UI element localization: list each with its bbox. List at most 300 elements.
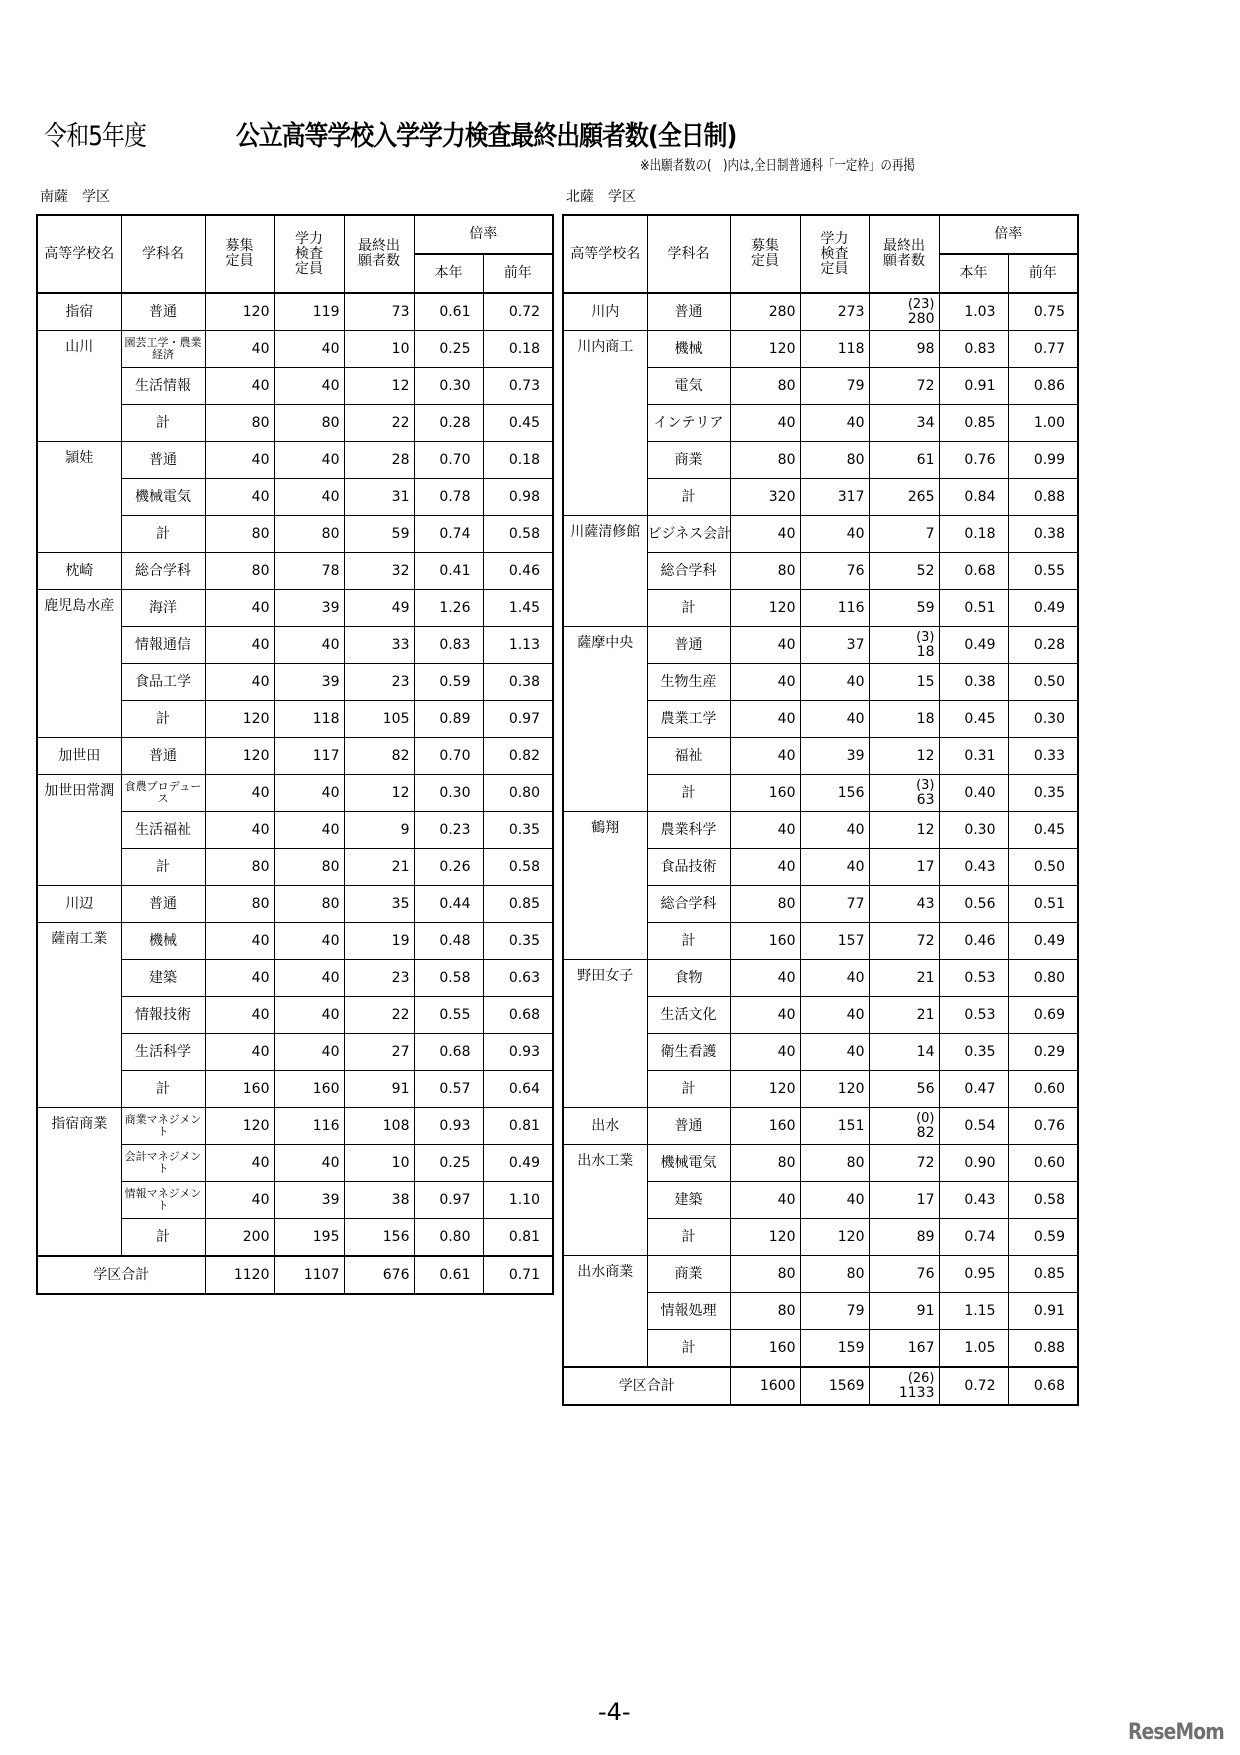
exam-capacity: 80 xyxy=(800,442,869,479)
table-row xyxy=(37,775,553,812)
applicants xyxy=(869,664,939,701)
department-name: 計 xyxy=(647,1071,730,1108)
capacity: 80 xyxy=(730,1293,800,1330)
ratio-this-year: 0.61 xyxy=(414,1256,483,1294)
capacity: 40 xyxy=(205,442,274,479)
col-department: 学科名 xyxy=(121,215,205,293)
capacity: 40 xyxy=(205,1145,274,1182)
department-name: 情報処理 xyxy=(647,1293,730,1330)
ratio-this-year: 0.53 xyxy=(939,960,1008,997)
exam-capacity: 39 xyxy=(800,738,869,775)
applicants-value: 72 xyxy=(916,1154,935,1171)
applicants xyxy=(344,590,414,627)
exam-capacity: 40 xyxy=(800,516,869,553)
ratio-last-year: 0.77 xyxy=(1008,331,1078,368)
school-name: 加世田常潤 xyxy=(37,775,121,886)
exam-capacity: 40 xyxy=(274,1145,344,1182)
exam-capacity: 40 xyxy=(274,923,344,960)
ratio-last-year: 1.13 xyxy=(483,627,553,664)
applicants-value: 52 xyxy=(916,562,935,579)
department-name: 食品技術 xyxy=(647,849,730,886)
exam-capacity: 40 xyxy=(800,1034,869,1071)
ratio-last-year: 0.45 xyxy=(1008,812,1078,849)
col-ratio-this-year: 本年 xyxy=(939,254,1008,293)
ratio-this-year: 0.91 xyxy=(939,368,1008,405)
department-name: 計 xyxy=(647,1330,730,1368)
capacity: 40 xyxy=(205,627,274,664)
applicants xyxy=(344,997,414,1034)
applicants xyxy=(869,1219,939,1256)
school-name: 川辺 xyxy=(37,886,121,923)
department-name: 福祉 xyxy=(647,738,730,775)
applicants-value: 265 xyxy=(907,488,935,505)
parenthesis-note: ※出願者数の( )内は,全日制普通科「一定枠」の再掲 xyxy=(640,158,915,174)
applicants-value: 59 xyxy=(391,525,410,542)
applicants xyxy=(869,1108,939,1145)
capacity: 160 xyxy=(730,1108,800,1145)
ratio-this-year: 0.18 xyxy=(939,516,1008,553)
col-exam-capacity: 学力 検査 定員 xyxy=(274,215,344,293)
capacity: 40 xyxy=(730,1034,800,1071)
capacity: 120 xyxy=(205,738,274,775)
applicants-value: 12 xyxy=(916,747,935,764)
exam-capacity: 76 xyxy=(800,553,869,590)
table-row xyxy=(563,1108,1078,1145)
ratio-last-year: 0.81 xyxy=(483,1108,553,1145)
ratio-this-year: 0.57 xyxy=(414,1071,483,1108)
applicants-value: 21 xyxy=(391,858,410,875)
col-ratio: 倍率 xyxy=(939,215,1078,254)
applicants xyxy=(344,368,414,405)
capacity: 80 xyxy=(205,886,274,923)
ratio-this-year: 0.97 xyxy=(414,1182,483,1219)
applicants xyxy=(869,1256,939,1293)
ratio-this-year: 0.30 xyxy=(939,812,1008,849)
applicants xyxy=(869,960,939,997)
applicants-value: 676 xyxy=(382,1266,410,1283)
ratio-this-year: 0.48 xyxy=(414,923,483,960)
applicants xyxy=(869,1182,939,1219)
exam-capacity: 159 xyxy=(800,1330,869,1368)
ratio-this-year: 0.47 xyxy=(939,1071,1008,1108)
capacity: 120 xyxy=(205,293,274,331)
capacity: 40 xyxy=(205,368,274,405)
ratio-last-year: 0.64 xyxy=(483,1071,553,1108)
ratio-this-year: 0.38 xyxy=(939,664,1008,701)
resemom-logo: ReseMom xyxy=(1128,1720,1224,1745)
department-name: 普通 xyxy=(647,627,730,664)
exam-capacity: 156 xyxy=(800,775,869,812)
ratio-this-year: 0.70 xyxy=(414,442,483,479)
ratio-last-year: 0.75 xyxy=(1008,293,1078,331)
applicants xyxy=(869,775,939,812)
department-name: 建築 xyxy=(647,1182,730,1219)
department-name: 計 xyxy=(121,516,205,553)
ratio-this-year: 0.68 xyxy=(939,553,1008,590)
ratio-this-year: 0.35 xyxy=(939,1034,1008,1071)
school-name: 指宿商業 xyxy=(37,1108,121,1257)
applicants-value: 82 xyxy=(391,747,410,764)
capacity: 40 xyxy=(730,997,800,1034)
department-name: ビジネス会計 xyxy=(647,516,730,553)
exam-capacity: 40 xyxy=(274,368,344,405)
table-row xyxy=(563,627,1078,664)
capacity: 40 xyxy=(205,664,274,701)
applicants-value: 10 xyxy=(391,340,410,357)
ratio-this-year: 0.68 xyxy=(414,1034,483,1071)
department-name: 計 xyxy=(121,405,205,442)
exam-capacity: 116 xyxy=(800,590,869,627)
applicants-value: 63 xyxy=(916,791,935,808)
exam-capacity: 195 xyxy=(274,1219,344,1257)
capacity: 80 xyxy=(730,1145,800,1182)
capacity: 40 xyxy=(205,590,274,627)
applicants-value: 31 xyxy=(391,488,410,505)
table-row xyxy=(37,442,553,479)
applicants xyxy=(344,849,414,886)
ratio-last-year: 0.49 xyxy=(1008,923,1078,960)
applicants xyxy=(344,1145,414,1182)
col-applicants: 最終出 願者数 xyxy=(344,215,414,293)
col-ratio-last-year: 前年 xyxy=(483,254,553,293)
applicants-value: 22 xyxy=(391,1006,410,1023)
col-exam-capacity: 学力 検査 定員 xyxy=(800,215,869,293)
capacity: 80 xyxy=(205,405,274,442)
applicants-value: 10 xyxy=(391,1154,410,1171)
applicants-value: 91 xyxy=(916,1302,935,1319)
applicants-value: 38 xyxy=(391,1191,410,1208)
applicants xyxy=(869,701,939,738)
capacity: 40 xyxy=(730,627,800,664)
ratio-last-year: 1.00 xyxy=(1008,405,1078,442)
department-name: 総合学科 xyxy=(121,553,205,590)
exam-capacity: 78 xyxy=(274,553,344,590)
table-row xyxy=(563,960,1078,997)
applicants-value: 14 xyxy=(916,1043,935,1060)
department-name: 機械 xyxy=(121,923,205,960)
applicants xyxy=(344,1256,414,1294)
applicants xyxy=(869,1367,939,1405)
col-capacity: 募集 定員 xyxy=(205,215,274,293)
school-name: 出水商業 xyxy=(563,1256,647,1368)
applicants xyxy=(869,1293,939,1330)
ratio-last-year: 0.55 xyxy=(1008,553,1078,590)
capacity: 40 xyxy=(730,738,800,775)
ratio-this-year: 0.44 xyxy=(414,886,483,923)
applicants xyxy=(344,1071,414,1108)
exam-capacity: 120 xyxy=(800,1071,869,1108)
capacity: 160 xyxy=(730,923,800,960)
applicants xyxy=(869,293,939,331)
school-name: 山川 xyxy=(37,331,121,442)
applicants-value: 59 xyxy=(916,599,935,616)
ratio-last-year: 1.10 xyxy=(483,1182,553,1219)
ratio-this-year: 1.15 xyxy=(939,1293,1008,1330)
ratio-this-year: 0.72 xyxy=(939,1367,1008,1405)
exam-capacity: 151 xyxy=(800,1108,869,1145)
capacity: 80 xyxy=(730,1256,800,1293)
exam-capacity: 40 xyxy=(274,627,344,664)
ratio-this-year: 0.53 xyxy=(939,997,1008,1034)
applicants xyxy=(344,553,414,590)
ratio-last-year: 0.93 xyxy=(483,1034,553,1071)
exam-capacity: 79 xyxy=(800,1293,869,1330)
ratio-this-year: 0.26 xyxy=(414,849,483,886)
ratio-last-year: 0.49 xyxy=(1008,590,1078,627)
capacity: 40 xyxy=(730,960,800,997)
department-name: 農業工学 xyxy=(647,701,730,738)
applicants-value: 18 xyxy=(916,710,935,727)
ratio-this-year: 0.74 xyxy=(414,516,483,553)
ratio-last-year: 0.46 xyxy=(483,553,553,590)
ratio-this-year: 0.76 xyxy=(939,442,1008,479)
applicants xyxy=(869,553,939,590)
applicants xyxy=(344,1182,414,1219)
ratio-last-year: 0.33 xyxy=(1008,738,1078,775)
ratio-last-year: 0.68 xyxy=(1008,1367,1078,1405)
capacity: 40 xyxy=(205,812,274,849)
ratio-last-year: 0.86 xyxy=(1008,368,1078,405)
ratio-last-year: 0.45 xyxy=(483,405,553,442)
ratio-last-year: 0.30 xyxy=(1008,701,1078,738)
department-name: 総合学科 xyxy=(647,553,730,590)
capacity: 40 xyxy=(205,775,274,812)
department-name: 計 xyxy=(647,479,730,516)
exam-capacity: 80 xyxy=(800,1256,869,1293)
exam-capacity: 39 xyxy=(274,664,344,701)
exam-capacity: 40 xyxy=(800,812,869,849)
exam-capacity: 40 xyxy=(274,442,344,479)
capacity: 160 xyxy=(205,1071,274,1108)
department-name: 建築 xyxy=(121,960,205,997)
table-row xyxy=(563,293,1078,331)
exam-capacity: 40 xyxy=(274,960,344,997)
applicants-value: 27 xyxy=(391,1043,410,1060)
ratio-last-year: 0.85 xyxy=(1008,1256,1078,1293)
ratio-last-year: 0.98 xyxy=(483,479,553,516)
exam-capacity: 317 xyxy=(800,479,869,516)
exam-capacity: 80 xyxy=(274,405,344,442)
exam-capacity: 40 xyxy=(800,405,869,442)
ratio-last-year: 0.85 xyxy=(483,886,553,923)
ratio-last-year: 0.97 xyxy=(483,701,553,738)
ratio-this-year: 0.30 xyxy=(414,368,483,405)
ratio-this-year: 0.78 xyxy=(414,479,483,516)
exam-capacity: 40 xyxy=(800,664,869,701)
department-name: 生活科学 xyxy=(121,1034,205,1071)
capacity: 80 xyxy=(730,442,800,479)
applicants-value: 15 xyxy=(916,673,935,690)
department-name: インテリア xyxy=(647,405,730,442)
capacity: 120 xyxy=(730,590,800,627)
table-row xyxy=(563,516,1078,553)
applicants-value: 61 xyxy=(916,451,935,468)
col-ratio: 倍率 xyxy=(414,215,553,254)
department-name: 会計マネジメント xyxy=(121,1145,205,1182)
capacity: 40 xyxy=(730,812,800,849)
capacity: 40 xyxy=(730,405,800,442)
ratio-last-year: 0.71 xyxy=(483,1256,553,1294)
applicants-value: 76 xyxy=(916,1265,935,1282)
capacity: 200 xyxy=(205,1219,274,1257)
department-name: 食農プロデュース xyxy=(121,775,205,812)
applicants-value: 19 xyxy=(391,932,410,949)
applicants-value: 17 xyxy=(916,1191,935,1208)
ratio-last-year: 0.69 xyxy=(1008,997,1078,1034)
applicants-value: 1133 xyxy=(898,1384,935,1401)
ratio-this-year: 0.83 xyxy=(414,627,483,664)
ratio-last-year: 0.72 xyxy=(483,293,553,331)
applicants-value: 9 xyxy=(400,821,410,838)
page-number: -4- xyxy=(598,1698,631,1726)
capacity: 40 xyxy=(205,1182,274,1219)
ratio-last-year: 0.28 xyxy=(1008,627,1078,664)
col-ratio-last-year: 前年 xyxy=(1008,254,1078,293)
capacity: 1600 xyxy=(730,1367,800,1405)
ratio-this-year: 0.83 xyxy=(939,331,1008,368)
ratio-this-year: 0.40 xyxy=(939,775,1008,812)
exam-capacity: 40 xyxy=(274,331,344,368)
district-total-row xyxy=(563,1367,1078,1405)
exam-capacity: 40 xyxy=(274,775,344,812)
exam-capacity: 40 xyxy=(800,701,869,738)
capacity: 40 xyxy=(730,1182,800,1219)
applicants xyxy=(344,479,414,516)
department-name: 総合学科 xyxy=(647,886,730,923)
ratio-last-year: 0.88 xyxy=(1008,479,1078,516)
ratio-last-year: 0.60 xyxy=(1008,1071,1078,1108)
department-name: 園芸工学・農業経済 xyxy=(121,331,205,368)
quota-count: (3) xyxy=(916,777,935,793)
ratio-this-year: 0.70 xyxy=(414,738,483,775)
applicants xyxy=(869,923,939,960)
ratio-last-year: 0.49 xyxy=(483,1145,553,1182)
ratio-last-year: 0.88 xyxy=(1008,1330,1078,1368)
ratio-this-year: 0.43 xyxy=(939,849,1008,886)
exam-capacity: 118 xyxy=(274,701,344,738)
department-name: 機械電気 xyxy=(121,479,205,516)
department-name: 普通 xyxy=(121,886,205,923)
applicants-value: 72 xyxy=(916,932,935,949)
applicants-value: 23 xyxy=(391,969,410,986)
exam-capacity: 118 xyxy=(800,331,869,368)
ratio-last-year: 0.51 xyxy=(1008,886,1078,923)
applicants-value: 12 xyxy=(916,821,935,838)
department-name: 計 xyxy=(647,590,730,627)
department-name: 普通 xyxy=(121,738,205,775)
ratio-this-year: 0.54 xyxy=(939,1108,1008,1145)
ratio-last-year: 0.29 xyxy=(1008,1034,1078,1071)
capacity: 120 xyxy=(730,1219,800,1256)
applicants-value: 21 xyxy=(916,969,935,986)
applicants xyxy=(869,1330,939,1368)
applicants-value: 156 xyxy=(382,1228,410,1245)
applicants xyxy=(869,331,939,368)
ratio-last-year: 0.58 xyxy=(1008,1182,1078,1219)
applicants-value: 28 xyxy=(391,451,410,468)
department-name: 商業 xyxy=(647,442,730,479)
applicants xyxy=(344,775,414,812)
ratio-this-year: 0.28 xyxy=(414,405,483,442)
applicants-value: 34 xyxy=(916,414,935,431)
department-name: 食物 xyxy=(647,960,730,997)
applicants xyxy=(869,516,939,553)
applicants xyxy=(344,1034,414,1071)
applicants xyxy=(344,627,414,664)
school-name: 頴娃 xyxy=(37,442,121,553)
applicants-value: 91 xyxy=(391,1080,410,1097)
applicants-value: 98 xyxy=(916,340,935,357)
school-name: 川薩清修館 xyxy=(563,516,647,627)
department-name: 農業科学 xyxy=(647,812,730,849)
exam-capacity: 273 xyxy=(800,293,869,331)
school-name: 出水工業 xyxy=(563,1145,647,1256)
applicants xyxy=(869,590,939,627)
applicants xyxy=(344,405,414,442)
table-row xyxy=(563,812,1078,849)
table-row xyxy=(37,738,553,775)
ratio-this-year: 0.61 xyxy=(414,293,483,331)
exam-capacity: 80 xyxy=(274,516,344,553)
exam-capacity: 119 xyxy=(274,293,344,331)
district-total-label: 学区合計 xyxy=(37,1256,205,1294)
department-name: 情報通信 xyxy=(121,627,205,664)
ratio-last-year: 0.80 xyxy=(1008,960,1078,997)
school-name: 鶴翔 xyxy=(563,812,647,960)
applicants-value: 73 xyxy=(391,303,410,320)
exam-capacity: 40 xyxy=(274,1034,344,1071)
exam-capacity: 39 xyxy=(274,590,344,627)
applicants xyxy=(344,923,414,960)
ratio-last-year: 0.59 xyxy=(1008,1219,1078,1256)
applicants xyxy=(344,1108,414,1145)
ratio-this-year: 0.84 xyxy=(939,479,1008,516)
table-row xyxy=(563,1256,1078,1293)
exam-capacity: 79 xyxy=(800,368,869,405)
department-name: 普通 xyxy=(121,293,205,331)
exam-capacity: 77 xyxy=(800,886,869,923)
capacity: 320 xyxy=(730,479,800,516)
table-row xyxy=(37,553,553,590)
capacity: 80 xyxy=(205,553,274,590)
exam-capacity: 40 xyxy=(274,997,344,1034)
applicants-value: 32 xyxy=(391,562,410,579)
hokusatsu-district-table xyxy=(562,214,1079,1406)
col-applicants: 最終出 願者数 xyxy=(869,215,939,293)
capacity: 80 xyxy=(205,849,274,886)
table-row xyxy=(37,1108,553,1145)
exam-capacity: 40 xyxy=(800,997,869,1034)
ratio-last-year: 0.58 xyxy=(483,849,553,886)
applicants-value: 12 xyxy=(391,377,410,394)
exam-capacity: 40 xyxy=(274,812,344,849)
table-header xyxy=(563,215,1078,293)
ratio-this-year: 0.31 xyxy=(939,738,1008,775)
ratio-last-year: 0.38 xyxy=(1008,516,1078,553)
quota-count: (26) xyxy=(907,1370,935,1386)
ratio-last-year: 0.18 xyxy=(483,442,553,479)
table-row xyxy=(37,886,553,923)
capacity: 120 xyxy=(205,1108,274,1145)
department-name: 機械電気 xyxy=(647,1145,730,1182)
ratio-last-year: 0.80 xyxy=(483,775,553,812)
department-name: 普通 xyxy=(647,1108,730,1145)
department-name: 計 xyxy=(121,849,205,886)
ratio-this-year: 0.93 xyxy=(414,1108,483,1145)
applicants-value: 22 xyxy=(391,414,410,431)
department-name: 食品工学 xyxy=(121,664,205,701)
applicants-value: 21 xyxy=(916,1006,935,1023)
